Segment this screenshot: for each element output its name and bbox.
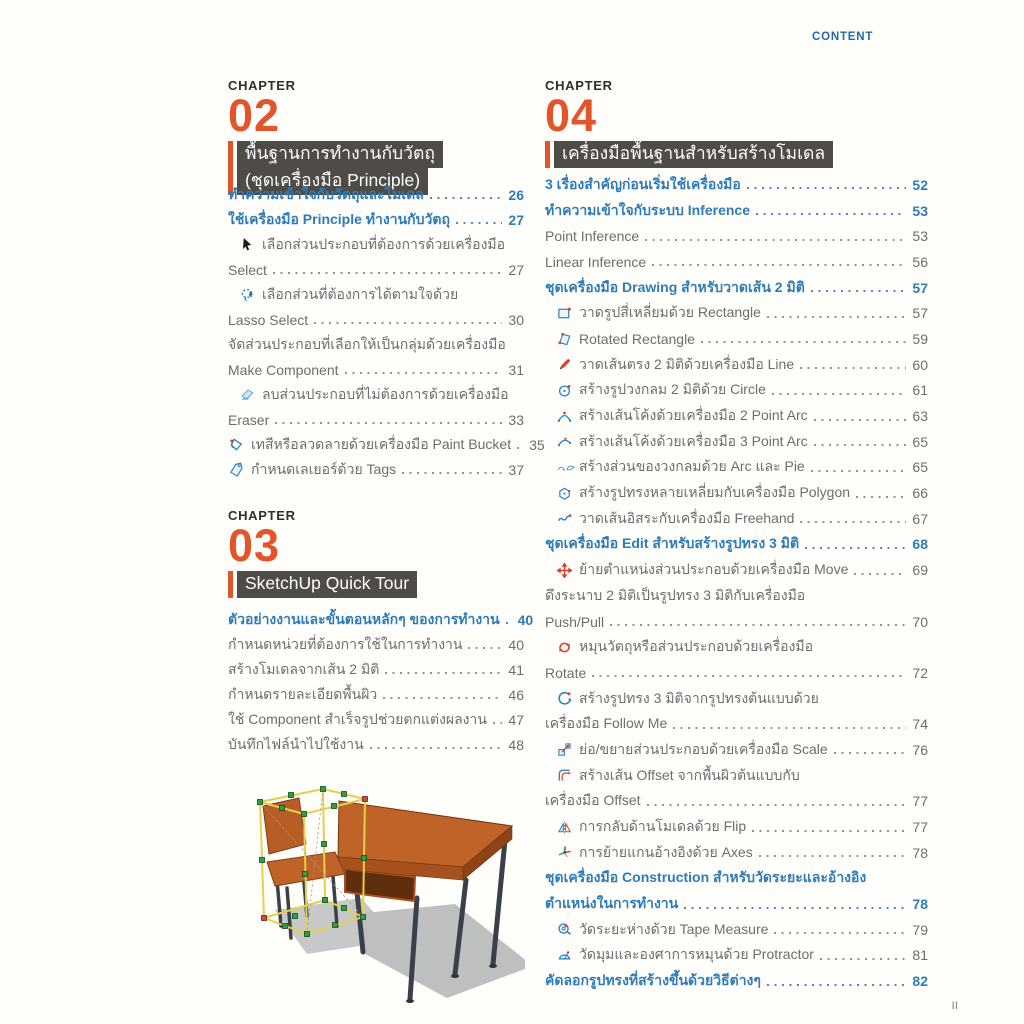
polygon-icon bbox=[557, 485, 575, 501]
toc-entry-label: เครื่องมือ Follow Me bbox=[545, 715, 668, 732]
dot-leader bbox=[592, 675, 906, 677]
chapter-title-badge bbox=[228, 571, 524, 598]
toc-entry bbox=[545, 917, 928, 943]
dot-leader bbox=[854, 573, 906, 575]
toc-entry-label: สร้างรูปทรงหลายเหลี่ยมกับเครื่องมือ Polygon bbox=[579, 484, 851, 501]
toc-entry-label: ชุดเครื่องมือ Drawing สำหรับวาดเส้น 2 มิติ bbox=[545, 278, 805, 295]
toc-entry bbox=[228, 407, 524, 432]
page-number: 48 bbox=[508, 736, 524, 753]
dot-leader bbox=[673, 727, 906, 729]
chapter-title: SketchUp Quick Tour bbox=[237, 571, 417, 598]
circle-icon bbox=[557, 382, 575, 398]
toc-entry-label: สร้างโมเดลจากเส้น 2 มิติ bbox=[228, 660, 380, 677]
toc-entry bbox=[545, 866, 928, 892]
toc-entry bbox=[545, 172, 928, 198]
toc-entry bbox=[545, 789, 928, 815]
toc-entry bbox=[228, 282, 524, 307]
toc-entry bbox=[228, 382, 524, 407]
toc-entry bbox=[545, 403, 928, 429]
chapter-label: CHAPTER bbox=[228, 78, 296, 93]
page-number: 33 bbox=[508, 411, 524, 428]
dot-leader bbox=[273, 272, 503, 274]
flip-icon bbox=[557, 819, 575, 835]
toc-entry bbox=[545, 660, 928, 686]
page-number: 69 bbox=[912, 562, 928, 579]
page-number: 37 bbox=[508, 461, 524, 478]
page-number: 66 bbox=[912, 485, 928, 502]
freehand-icon bbox=[557, 511, 575, 527]
chapter-number: 04 bbox=[545, 90, 598, 141]
toc-entry-label: เทสีหรือลวดลายด้วยเครื่องมือ Paint Bucket bbox=[251, 435, 512, 452]
chapter-section-03 bbox=[228, 508, 534, 768]
sketchup-model-illustration bbox=[203, 768, 525, 1018]
toc-entry bbox=[545, 300, 928, 326]
dot-leader bbox=[805, 547, 906, 549]
toc-entry-label: Select bbox=[228, 261, 267, 278]
toc-entry bbox=[545, 352, 928, 378]
toc-entry bbox=[228, 607, 534, 632]
page-number: 52 bbox=[912, 176, 928, 193]
toc-entry-label: ชุดเครื่องมือ Edit สำหรับสร้างรูปทรง 3 มิติ bbox=[545, 535, 800, 552]
dot-leader bbox=[517, 447, 523, 449]
chapter-number: 03 bbox=[228, 520, 281, 571]
page-number: 41 bbox=[508, 661, 524, 678]
toc-entry bbox=[545, 532, 928, 558]
chapter-section-02 bbox=[228, 78, 545, 498]
page-number: 68 bbox=[912, 536, 928, 553]
toc-entry-label: Eraser bbox=[228, 411, 270, 428]
toc-entry bbox=[545, 968, 928, 994]
toc-entry-label: Push/Pull bbox=[545, 613, 605, 630]
toc-entry bbox=[545, 378, 928, 404]
toc-entry bbox=[545, 557, 928, 583]
toc-entry-label: กำหนดเลเยอร์ด้วย Tags bbox=[251, 460, 397, 477]
toc-entry-label: สร้างรูปวงกลม 2 มิติด้วย Circle bbox=[579, 381, 766, 398]
toc-entry bbox=[228, 257, 524, 282]
page-number: 40 bbox=[508, 636, 524, 653]
toc-entry bbox=[228, 682, 524, 707]
dot-leader bbox=[752, 830, 906, 832]
dot-leader bbox=[493, 722, 502, 724]
toc-entry-label: การกลับด้านโมเดลด้วย Flip bbox=[579, 818, 747, 835]
toc-entry bbox=[545, 840, 928, 866]
dot-leader bbox=[820, 958, 907, 960]
page-number: 78 bbox=[912, 896, 928, 913]
badge-accent-bar bbox=[545, 141, 550, 168]
page-number: 56 bbox=[912, 253, 928, 270]
dot-leader bbox=[314, 322, 502, 324]
toc-entry bbox=[228, 232, 524, 257]
offset-icon bbox=[557, 768, 575, 784]
dot-leader bbox=[647, 804, 907, 806]
page-number: 27 bbox=[508, 261, 524, 278]
page-number: 40 bbox=[517, 611, 534, 628]
dot-leader bbox=[759, 855, 907, 857]
move-icon bbox=[557, 562, 575, 578]
page-number: 35 bbox=[529, 436, 545, 453]
dot-leader bbox=[774, 932, 906, 934]
toc-entry bbox=[545, 737, 928, 763]
toc-entry-label: วาดเส้นตรง 2 มิติด้วยเครื่องมือ Line bbox=[579, 355, 795, 372]
arc-pie-icon bbox=[557, 459, 575, 475]
page-number: 46 bbox=[508, 686, 524, 703]
toc-entry-label: ลบส่วนประกอบที่ไม่ต้องการด้วยเครื่องมือ bbox=[262, 385, 509, 402]
toc-entry bbox=[228, 707, 524, 732]
toc-entry bbox=[228, 332, 524, 357]
dot-leader bbox=[506, 622, 512, 624]
dot-leader bbox=[370, 747, 503, 749]
toc-entry-label: Point Inference bbox=[545, 228, 640, 245]
chapter-label: CHAPTER bbox=[545, 78, 613, 93]
dot-leader bbox=[701, 341, 906, 343]
page-number: 79 bbox=[912, 921, 928, 938]
toc-entry-label: วาดรูปสี่เหลี่ยมด้วย Rectangle bbox=[579, 304, 761, 321]
toc-entry bbox=[545, 634, 928, 660]
toc-entry-label: ทำความเข้าใจกับระบบ Inference bbox=[545, 201, 750, 218]
toc-entry-label: เครื่องมือ Offset bbox=[545, 792, 641, 809]
toc-entry-label: เลือกส่วนประกอบที่ต้องการด้วยเครื่องมือ bbox=[262, 235, 506, 252]
toc-entry-label: คัดลอกรูปทรงที่สร้างขึ้นด้วยวิธีต่างๆ bbox=[545, 972, 761, 989]
toc-entry-label: ทำความเข้าใจกับวัตถุและโมเดล bbox=[228, 185, 424, 202]
dot-leader bbox=[800, 367, 906, 369]
dot-leader bbox=[383, 697, 502, 699]
page-number: 72 bbox=[912, 664, 928, 681]
toc-entry bbox=[545, 455, 928, 481]
rectangle-icon bbox=[557, 305, 575, 321]
page-number: 27 bbox=[508, 211, 524, 228]
page-number: 82 bbox=[912, 973, 928, 990]
toc-entry-label: เลือกส่วนที่ต้องการได้ตามใจด้วย bbox=[262, 285, 459, 302]
toc-entry-label: วัดมุมและองศาการหมุนด้วย Protractor bbox=[579, 946, 814, 963]
dot-leader bbox=[402, 472, 502, 474]
toc-entry-label: Lasso Select bbox=[228, 311, 309, 328]
toc-entry bbox=[545, 686, 928, 712]
toc-entry bbox=[228, 432, 545, 457]
dot-leader bbox=[430, 197, 503, 199]
dot-leader bbox=[747, 187, 907, 189]
dot-leader bbox=[767, 316, 907, 318]
toc-list bbox=[228, 182, 545, 482]
page-number: 76 bbox=[912, 741, 928, 758]
tag-icon bbox=[229, 462, 247, 478]
toc-entry-label: ดึงระนาบ 2 มิติเป็นรูปทรง 3 มิติกับเครื่องมือ bbox=[545, 586, 806, 603]
page-number: 65 bbox=[912, 459, 928, 476]
toc-entry-label: ย่อ/ขยายส่วนประกอบด้วยเครื่องมือ Scale bbox=[579, 740, 828, 757]
rotate-icon bbox=[557, 639, 575, 655]
page-number: 74 bbox=[912, 716, 928, 733]
page-number: 26 bbox=[508, 186, 524, 203]
toc-entry-label: จัดส่วนประกอบที่เลือกให้เป็นกลุ่มด้วยเครื่องมือ bbox=[228, 335, 506, 352]
toc-entry bbox=[545, 480, 928, 506]
page-number: 67 bbox=[912, 510, 928, 527]
two-point-arc-icon bbox=[557, 408, 575, 424]
toc-entry bbox=[228, 732, 524, 757]
toc-entry bbox=[545, 814, 928, 840]
toc-entry-label: ตำแหน่งในการทำงาน bbox=[545, 895, 679, 912]
page-number: 77 bbox=[912, 793, 928, 810]
dot-leader bbox=[456, 222, 502, 224]
page-number: 31 bbox=[508, 361, 524, 378]
chapter-title: พื้นฐานการทำงานกับวัตถุ bbox=[237, 141, 443, 168]
toc-list bbox=[545, 172, 928, 994]
badge-accent-bar bbox=[228, 571, 233, 598]
toc-entry-label: วัดระยะห่างด้วย Tape Measure bbox=[579, 920, 769, 937]
toc-entry bbox=[545, 223, 928, 249]
toc-entry bbox=[545, 506, 928, 532]
toc-entry-label: ตัวอย่างงานและขั้นตอนหลักๆ ของการทำงาน bbox=[228, 610, 500, 627]
page-number: 59 bbox=[912, 330, 928, 347]
line-icon bbox=[557, 357, 575, 373]
toc-entry-label: Rotate bbox=[545, 664, 587, 681]
dot-leader bbox=[811, 290, 907, 292]
toc-entry-label: การย้ายแกนอ้างอิงด้วย Axes bbox=[579, 843, 753, 860]
content-header-label: CONTENT bbox=[812, 31, 874, 43]
page-number: 57 bbox=[912, 305, 928, 322]
dot-leader bbox=[468, 647, 502, 649]
toc-entry bbox=[545, 943, 928, 969]
toc-entry-label: สร้างเส้นโค้งด้วยเครื่องมือ 3 Point Arc bbox=[579, 432, 808, 449]
dot-leader bbox=[645, 239, 906, 241]
toc-entry-label: สร้างเส้นโค้งด้วยเครื่องมือ 2 Point Arc bbox=[579, 407, 808, 424]
toc-entry-label: กำหนดรายละเอียดพื้นผิว bbox=[228, 685, 378, 702]
cursor-select-icon bbox=[240, 237, 258, 253]
toc-entry-label: สร้างเส้น Offset จากพื้นผิวต้นแบบกับ bbox=[579, 766, 800, 783]
page-number: 77 bbox=[912, 819, 928, 836]
page-number: 60 bbox=[912, 356, 928, 373]
eraser-icon bbox=[240, 387, 258, 403]
toc-entry-label: Make Component bbox=[228, 361, 339, 378]
rotated-rectangle-icon bbox=[557, 331, 575, 347]
page-number: 70 bbox=[912, 613, 928, 630]
dot-leader bbox=[814, 419, 907, 421]
toc-entry bbox=[545, 609, 928, 635]
toc-entry bbox=[228, 657, 524, 682]
page-number: 53 bbox=[912, 202, 928, 219]
lasso-select-icon bbox=[240, 287, 258, 303]
toc-entry bbox=[545, 763, 928, 789]
page-number: 53 bbox=[912, 228, 928, 245]
dot-leader bbox=[814, 444, 907, 446]
page-number: 30 bbox=[508, 311, 524, 328]
page-number: 61 bbox=[912, 382, 928, 399]
page-number: 81 bbox=[912, 947, 928, 964]
toc-list bbox=[228, 607, 534, 757]
toc-entry bbox=[228, 632, 524, 657]
dot-leader bbox=[767, 984, 907, 986]
toc-entry bbox=[545, 429, 928, 455]
dot-leader bbox=[811, 470, 907, 472]
axes-icon bbox=[557, 845, 575, 861]
toc-entry bbox=[228, 182, 524, 207]
toc-entry-label: ย้ายตำแหน่งส่วนประกอบด้วยเครื่องมือ Move bbox=[579, 561, 849, 578]
dot-leader bbox=[772, 393, 907, 395]
chapter-number: 02 bbox=[228, 90, 281, 141]
toc-entry-label: หมุนวัตถุหรือส่วนประกอบด้วยเครื่องมือ bbox=[579, 638, 813, 655]
dot-leader bbox=[684, 907, 906, 909]
toc-entry-label: ใช้ Component สำเร็จรูปช่วยตกแต่งผลงาน bbox=[228, 710, 487, 727]
toc-entry bbox=[228, 307, 524, 332]
tape-measure-icon bbox=[557, 922, 575, 938]
toc-entry bbox=[545, 326, 928, 352]
toc-entry bbox=[545, 249, 928, 275]
toc-entry-label: ใช้เครื่องมือ Principle ทำงานกับวัตถุ bbox=[228, 210, 450, 227]
protractor-icon bbox=[557, 947, 575, 963]
toc-entry-label: วาดเส้นอิสระกับเครื่องมือ Freehand bbox=[579, 509, 795, 526]
page-number: 65 bbox=[912, 433, 928, 450]
chapter-title-badge bbox=[545, 141, 928, 168]
toc-entry bbox=[228, 357, 524, 382]
dot-leader bbox=[610, 624, 906, 626]
toc-entry bbox=[228, 457, 524, 482]
dot-leader bbox=[652, 264, 906, 266]
chapter-title: เครื่องมือพื้นฐานสำหรับสร้างโมเดล bbox=[554, 141, 833, 168]
dot-leader bbox=[856, 496, 906, 498]
toc-entry-label: Linear Inference bbox=[545, 253, 647, 270]
page-number-marker: ll bbox=[952, 1001, 959, 1012]
page-number: 47 bbox=[508, 711, 524, 728]
toc-entry-label: 3 เรื่องสำคัญก่อนเริ่มใช้เครื่องมือ bbox=[545, 175, 741, 192]
toc-entry bbox=[545, 583, 928, 609]
toc-entry-label: กำหนดหน่วยที่ต้องการใช้ในการทำงาน bbox=[228, 635, 463, 652]
toc-entry bbox=[545, 275, 928, 301]
page-number: 78 bbox=[912, 844, 928, 861]
dot-leader bbox=[800, 521, 906, 523]
toc-entry-label: ชุดเครื่องมือ Construction สำหรับวัดระยะและอ้างอิง bbox=[545, 869, 867, 886]
scale-icon bbox=[557, 742, 575, 758]
chapter-section-04 bbox=[545, 78, 928, 1008]
page-number: 57 bbox=[912, 279, 928, 296]
toc-entry bbox=[545, 198, 928, 224]
toc-entry bbox=[228, 207, 524, 232]
toc-entry bbox=[545, 891, 928, 917]
dot-leader bbox=[834, 752, 907, 754]
toc-entry bbox=[545, 711, 928, 737]
follow-me-icon bbox=[557, 691, 575, 707]
paint-bucket-icon bbox=[229, 437, 247, 453]
toc-entry-label: สร้างรูปทรง 3 มิติจากรูปทรงต้นแบบด้วย bbox=[579, 689, 819, 706]
dot-leader bbox=[385, 672, 502, 674]
toc-entry-label: บันทึกไฟล์นำไปใช้งาน bbox=[228, 735, 364, 752]
chapter-title: (ชุดเครื่องมือ Principle) bbox=[237, 168, 428, 195]
dot-leader bbox=[756, 213, 906, 215]
page-number: 63 bbox=[912, 408, 928, 425]
toc-entry-label: Rotated Rectangle bbox=[579, 330, 695, 347]
dot-leader bbox=[275, 422, 502, 424]
three-point-arc-icon bbox=[557, 434, 575, 450]
toc-entry-label: สร้างส่วนของวงกลมด้วย Arc และ Pie bbox=[579, 458, 805, 475]
chapter-label: CHAPTER bbox=[228, 508, 296, 523]
dot-leader bbox=[345, 372, 503, 374]
